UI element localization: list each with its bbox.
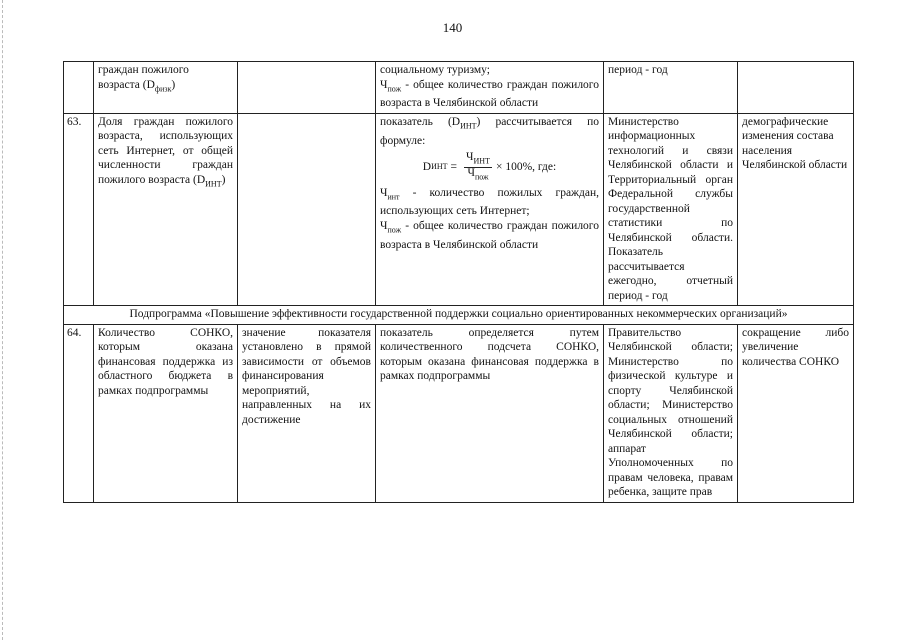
cell-indicator: Количество СОНКО, которым оказана финансовая поддержка из областного бюджета в рамках подпрограммы: [94, 324, 238, 502]
cell-relation-empty: [238, 62, 376, 114]
row-number: 63.: [64, 113, 94, 306]
cell-method: показатель $(D_{ИНТ})$ рассчитывается по формуле: D ИНТ = $\frac{Ч_{ИНТ}}{Ч_{пож}}$ × 100%, где: $Ч_{инт}$ - количество пожилых граждан, использующих сеть Интернет; $Ч_{пож}$ - общее количество граждан пожилого возраста в Челябинской области: [376, 113, 604, 306]
cell-indicator-continued: граждан пожилого возраста $(D_{физк})$: [94, 62, 238, 114]
cell-num-empty: [64, 62, 94, 114]
page-number: 140: [442, 20, 463, 35]
cell-relation-empty: [238, 113, 376, 306]
cell-method-continued: социальному туризму; $Ч_{пож}$ - общее количество граждан пожилого возраста в Челябинской области: [376, 62, 604, 114]
cell-risks: сокращение либо увеличение количества СОНКО: [738, 324, 854, 502]
cell-risks: демографические изменения состава населения Челябинской области: [738, 113, 854, 306]
subprogram-header-row: [64, 306, 854, 325]
page-left-edge: [2, 0, 3, 640]
cell-responsible: Министерство информационных технологий и связи Челябинской области и Территориальный орган Федеральной службы государственной статистики по Челябинской области. Показатель рассчитывается ежегодно, отчетный период - год: [604, 113, 738, 306]
formula-fraction: $\frac{Ч_{ИНТ}}{Ч_{пож}}$: [466, 151, 490, 182]
cell-responsible: Правительство Челябинской области; Министерство по физической культуре и спорту Челябинской области; Министерство социальных отношений Челябинской области; аппарат Уполномоченных по правам человека, правам ребенка, защите прав: [604, 324, 738, 502]
cell-method: показатель определяется путем количественного подсчета СОНКО, которым оказана финансовая поддержка в рамках подпрограммы: [376, 324, 604, 502]
subprogram-title: Подпрограмма «Повышение эффективности государственной поддержки социально ориентированных некоммерческих организаций»: [64, 306, 854, 325]
formula-internet-share: D ИНТ = $\frac{Ч_{ИНТ}}{Ч_{пож}}$ × 100%, где:: [422, 151, 557, 182]
cell-indicator: Доля граждан пожилого возраста, использующих сеть Интернет, от общей численности граждан пожилого возраста $(D_{ИНТ})$: [94, 113, 238, 306]
cell-responsible-continued: период - год: [604, 62, 738, 114]
table-row-continuation: [64, 62, 854, 114]
table-row-63: [64, 113, 854, 306]
row-number: 64.: [64, 324, 94, 502]
cell-relation: значение показателя установлено в прямой зависимости от объемов финансирования мероприятий, направленных на их достижение: [238, 324, 376, 502]
table-row-64: [64, 324, 854, 502]
indicators-table: [63, 61, 854, 503]
cell-risks-empty: [738, 62, 854, 114]
